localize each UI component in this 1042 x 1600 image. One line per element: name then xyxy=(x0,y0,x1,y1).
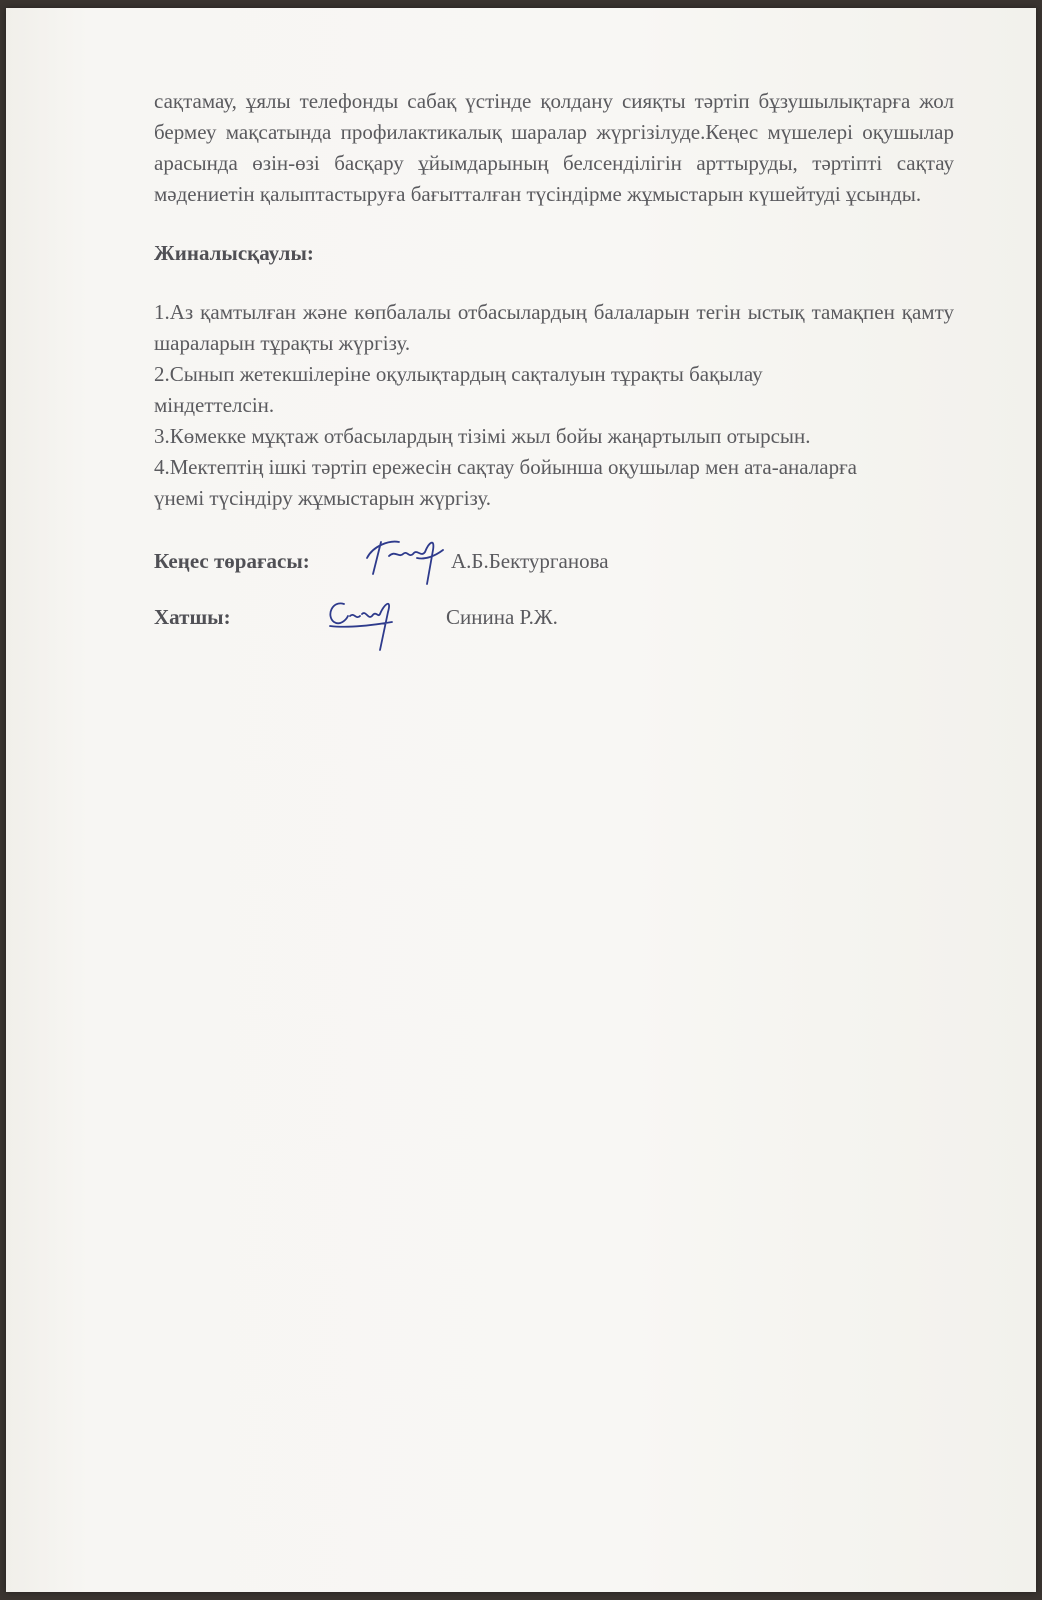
decision-item-4: 4.Мектептің ішкі тәртіп ережесін сақтау бойынша оқушылар мен ата-аналарға үнемі түсіндіру жұмыстарын жүргізу. xyxy=(154,455,858,510)
secretary-signature-icon xyxy=(322,586,402,652)
chair-signature-icon xyxy=(359,528,449,588)
document-page xyxy=(6,8,1036,1592)
intro-paragraph: сақтамау, ұялы телефонды сабақ үстінде қолдану сияқты тәртіп бұзушылықтарға жол бермеу мақсатында профилактикалық шаралар жүргізілуде.Кеңес мүшелері оқушылар арасында өзін-өзі басқару ұйымдарының белсенділігін арттыруды, тәртіпті сақтау мәдениетін қалыптастыруға бағытталған түсіндірме жұмыстарын күшейтуді ұсынды. xyxy=(154,89,954,206)
secretary-signature-row xyxy=(154,592,954,648)
chair-label: Кеңес төрағасы: xyxy=(154,549,310,573)
decision-heading: Жиналысқаулы: xyxy=(154,241,314,265)
secretary-name: Синина Р.Ж. xyxy=(446,605,558,629)
chair-name: А.Б.Бектурганова xyxy=(451,549,609,573)
decision-item-2: 2.Сынып жетекшілеріне оқулықтардың сақталуын тұрақты бақылау міндеттелсін. xyxy=(154,362,763,417)
decision-item-3: 3.Көмекке мұқтаж отбасылардың тізімі жыл бойы жаңартылып отырсын. xyxy=(154,424,811,448)
chair-signature-row xyxy=(154,536,954,592)
secretary-label: Хатшы: xyxy=(154,605,231,629)
decision-item-1: 1.Аз қамтылған және көпбалалы отбасылардың балаларын тегін ыстық тамақпен қамту шараларын тұрақты жүргізу. xyxy=(154,300,954,355)
document-body xyxy=(154,86,954,648)
decision-list xyxy=(154,297,954,514)
